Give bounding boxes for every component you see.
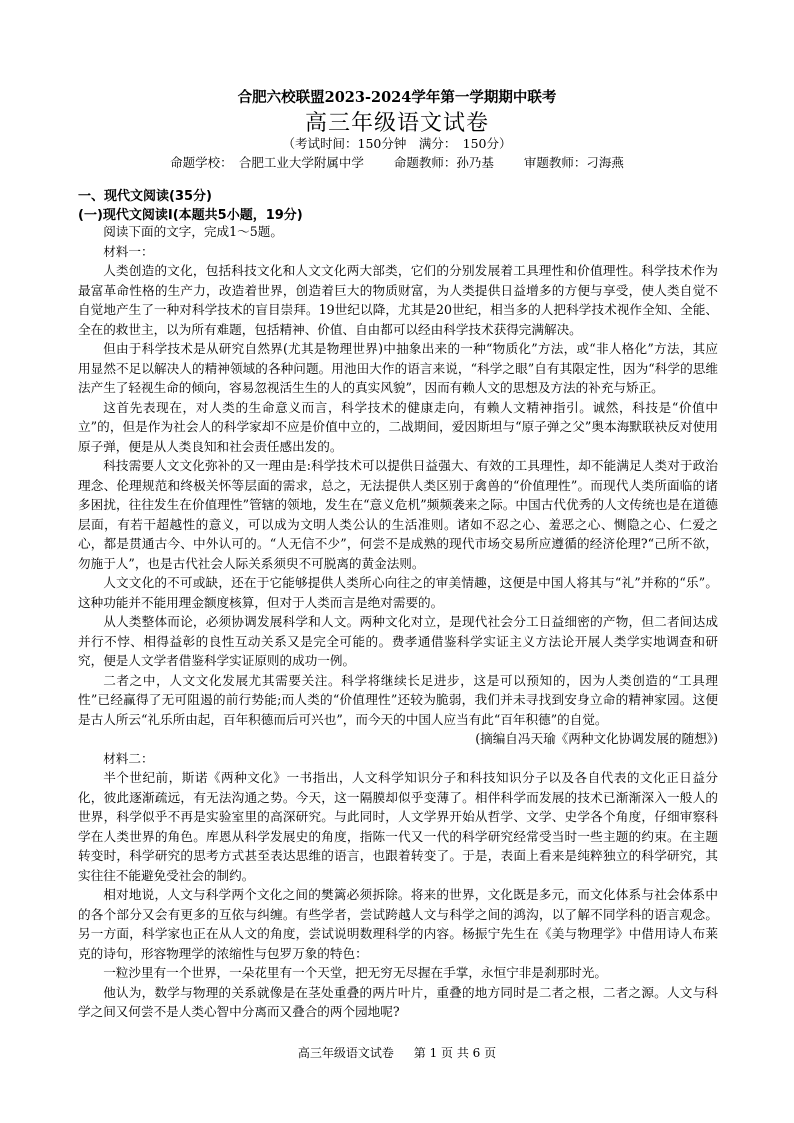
footer-name: 高三年级语文试卷 bbox=[297, 1046, 394, 1060]
paragraph: 科技需要人文文化弥补的又一理由是:科学技术可以提供日益强大、有效的工具理性，却不能满足人类对于政治理念、伦理规范和终极关怀等层面的需求，总之，无法提供人类区别于禽兽的“价值理性”。而现代人类所面临的诸多困扰，往往发生在价值理性”管辖的领地，发生在“意义危机”频频袭来之际。中国古代优秀的人文传统也是在道德层面，有若干超越性的意义，可以成为文明人类公认的生活准则。诸如不忍之心、羞恶之心、恻隐之心、仁爱之心，都是贯通古今、中外认可的。“人无信不少”，何尝不是成熟的现代市场交易所应遵循的经济伦理?“己所不欲，勿施于人”，也是古代社会人际关系须臾不可脱离的黄金法则。 bbox=[78, 458, 718, 571]
meta-writer: 命题教师：孙乃基 bbox=[393, 155, 494, 170]
paragraph: 这首先表现在，对人类的生命意义而言，科学技术的健康走向，有赖人文精神指引。诚然，科技是“价值中立”的，但是作为社会人的科学家却不应是价值中立的，二战期间，爱因斯坦与“原子弹之父”奥本海默联袂反对使用原子弹，便是从人类良知和社会责任感出发的。 bbox=[78, 399, 718, 454]
paragraph: 但由于科学技术是从研究自然界(尤其是物理世界)中抽象出来的一种“物质化”方法，或“非人格化”方法，其应用显然不足以解决人的精神领域的各种问题。用池田大作的语言来说，“科学之眼”自有其限定性，因为“科学的思维法产生了轻视生命的倾向，容易忽视活生生的人的真实风貌”，因而有赖人文的思想及方法的补充与矫正。 bbox=[78, 341, 718, 395]
page-footer bbox=[0, 1044, 794, 1061]
reading-content bbox=[78, 222, 718, 1022]
paragraph: 人类创造的文化，包括科技文化和人文文化两大部类，它们的分别发展着工具理性和价值理性。科学技术作为最富革命性格的生产力，改造着世界，创造着巨大的物质财富，为人类提供日益增多的方便与享受，使人类自觉不自觉地产生了一种对科学技术的盲目崇拜。19世纪以降，尤其是20世纪，相当多的人把科学技术视作全知、全能、全在的救世主，以为所有难题，包括精神、价值、自由都可以经由科学技术获得完满解决。 bbox=[78, 263, 718, 337]
poem-line: 一粒沙里有一个世界，一朵花里有一个天堂，把无穷无尽握在手掌，永恒宁非是刹那时光。 bbox=[103, 965, 607, 980]
paragraph: 从人类整体而论，必须协调发展科学和人文。两种文化对立，是现代社会分工日益细密的产物，但二者间达成并行不悖、相得益彰的良性互动关系又是完全可能的。费孝通借鉴科学实证主义方法论开展人类学实地调查和研究，便是人文学者借鉴科学实证原则的成功一例。 bbox=[78, 614, 718, 668]
paragraph: 二者之中，人文文化发展尤其需要关注。科学将继续长足进步，这是可以预知的，因为人类创造的“工具理性”已经赢得了无可阻遏的前行势能;而人类的“价值理性”还较为脆弱，我们并未寻找到安身立命的精神家园。这便是古人所云“礼乐所由起，百年积德而后可兴也”，而今天的中国人应当有此“百年积德”的自觉。 bbox=[78, 672, 718, 727]
meta-school: 命题学校： 合肥工业大学附属中学 bbox=[170, 155, 364, 170]
instruction: 阅读下面的文字，完成1～5题。 bbox=[103, 224, 283, 239]
material2-label: 材料二： bbox=[103, 750, 154, 766]
meta-reviewer: 审题教师：刁海燕 bbox=[523, 155, 624, 170]
paragraph: 他认为，数学与物理的关系就像是在茎处重叠的两片叶片，重叠的地方同时是二者之根，二者之源。人文与科学之间又何尝不是人类心智中分离而又叠合的两个园地呢? bbox=[78, 984, 718, 1019]
paragraph: 人文文化的不可或缺，还在于它能够提供人类所心向往之的审美情趣，这便是中国人将其与“礼”并称的“乐”。这种功能并不能用理金额度核算，但对于人类而言是绝对需要的。 bbox=[78, 575, 718, 610]
paragraph: 相对地说，人文与科学两个文化之间的樊篱必须拆除。将来的世界，文化既是多元，而文化体系与社会体系中的各个部分又会有更多的互依与纠缠。有些学者，尝试跨越人文与科学之间的鸿沟，以了解不同学科的语言观念。另一方面，科学家也正在从人文的角度，尝试说明数理科学的内容。杨振宁先生在《美与物理学》中借用诗人布莱克的诗句，形容物理学的浓缩性与包罗万象的特色： bbox=[78, 887, 718, 961]
exam-title: 合肥六校联盟2023-2024学年第一学期期中联考 bbox=[237, 89, 557, 106]
material1-source: (摘编自冯天瑜《两种文化协调发展的随想》) bbox=[475, 731, 718, 746]
paragraph: 半个世纪前，斯诺《两种文化》一书指出，人文科学知识分子和科技知识分子以及各自代表的文化正日益分化，彼此逐渐疏远，有无法沟通之势。今天，这一隔膜却似乎变薄了。相伴科学而发展的技术已渐渐深入一般人的世界，科学似乎不再是实验室里的高深研究。与此同时，人文学界开始从哲学、文学、史学各个角度，仔细审察科学在人类世界的角色。库恩从科学发展史的角度，指陈一代又一代的科学研究经常受当时一些主题的约束。在主题转变时，科学研究的思考方式甚至表达思维的语言，也跟着转变了。于是，表面上看来是纯粹独立的科学研究，其实往往不能避免受社会的制约。 bbox=[78, 770, 718, 883]
section-heading: 一、现代文阅读(35分) bbox=[78, 189, 212, 204]
exam-info: （考试时间：150分钟 满分： 150分） bbox=[282, 136, 512, 151]
material1-label: 材料一： bbox=[103, 243, 154, 259]
footer-page: 第 1 页 共 6 页 bbox=[413, 1046, 497, 1060]
exam-meta bbox=[0, 153, 794, 171]
subsection-heading: (一)现代文阅读Ⅰ(本题共5小题，19分) bbox=[78, 208, 303, 223]
exam-subtitle: 高三年级语文试卷 bbox=[304, 111, 489, 136]
